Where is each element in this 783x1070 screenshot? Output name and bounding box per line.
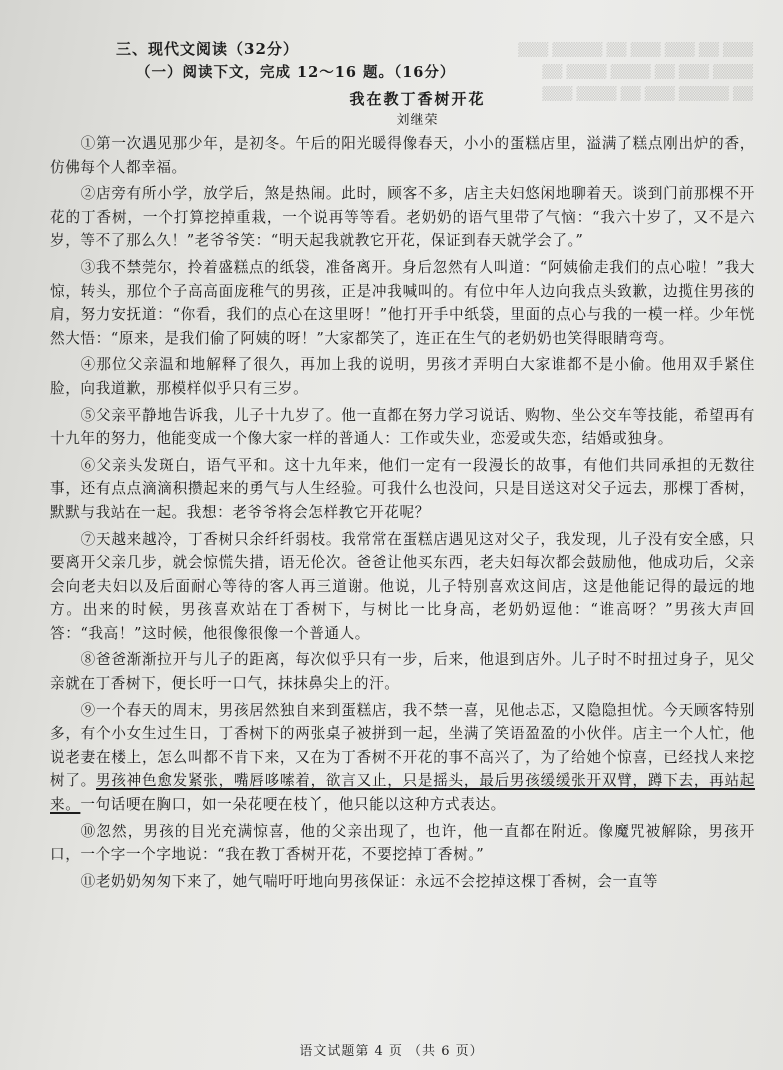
paragraph-9-text: ⑨一个春天的周末，男孩居然独自来到蛋糕店，我不禁一喜，见他忐忑，又隐隐担忧。今天顾客特别多，有个小女生过生日，丁香树下的两张桌子被拼到一起，坐满了笑语盈盈的小伙伴。店主一个人忙，他说老妻在楼上，怎么叫都不肯下来，又在为丁香树不开花的事不高兴了，为了给她个惊喜，已经找人来挖树了。: [50, 701, 755, 790]
author: 刘继荣: [396, 113, 439, 128]
paragraph-11: ⑪老奶奶匆匆下来了，她气喘吁吁地向男孩保证：永远不会挖掉这棵丁香树，会一直等: [80, 872, 659, 890]
section-title: 三、现代文阅读（32分）: [116, 40, 299, 58]
paragraph-2: ②店旁有所小学，放学后，煞是热闹。此时，顾客不多，店主夫妇悠闲地聊着天。谈到门前那棵不开花的丁香树，一个打算挖掉重栽，一个说再等等看。老奶奶的语气里带了气恼：“我六十岁了，又不是六岁，等不了那么久！”老爷爷笑：“明天起我就教它开花，保证到春天就学会了。”: [50, 185, 755, 250]
bleed-through-text: ▒▒▒ ▒▒ ▒▒▒ ▒▒▒ ▒▒ ▒▒▒▒▒ ▒▒▒ ▒▒▒▒ ▒▒▒ ▒▒ ▒▒▒▒ ▒▒▒▒ ▒▒ ▒▒ ▒▒▒▒▒ ▒▒▒ ▒▒ ▒▒▒▒ ▒▒▒: [518, 43, 753, 102]
paragraph-1: ①第一次遇见那少年，是初冬。午后的阳光暖得像春天，小小的蛋糕店里，溢满了糕点刚出炉的香，仿佛每个人都幸福。: [50, 135, 755, 176]
paragraph-9: [50, 699, 755, 817]
paragraph-6: ⑥父亲头发斑白，语气平和。这十九年来，他们一定有一段漫长的故事，有他们共同承担的无数往事，还有点点滴滴积攒起来的勇气与人生经验。可我什么也没问，只是目送这对父子远去，那棵丁香树，默默与我站在一起。我想：老爷爷将会怎样教它开花呢？: [50, 456, 755, 521]
paragraph-4: ④那位父亲温和地解释了很久，再加上我的说明，男孩才弄明白大家谁都不是小偷。他用双手紧住脸，向我道歉，那模样似乎只有三岁。: [50, 356, 755, 397]
underlined-sentence: 男孩神色愈发紧张，嘴唇哆嗦着，欲言又止，只是摇头，最后男孩缓缓张开双臂，蹲下去，再站起来。: [50, 772, 755, 814]
article-title: 我在教丁香树开花: [349, 90, 486, 108]
paragraph-9-tail: 一句话哽在胸口，如一朵花哽在枝丫，他只能以这种方式表达。: [80, 796, 506, 814]
paragraph-8: ⑧爸爸渐渐拉开与儿子的距离，每次似乎只有一步，后来，他退到店外。儿子时不时扭过身子，见父亲就在丁香树下，便长吁一口气，抹抹鼻尖上的汗。: [50, 651, 755, 693]
sub-title: （一）阅读下文，完成 12～16 题。（16分）: [136, 64, 456, 81]
paragraph-3: ③我不禁莞尔，拎着盛糕点的纸袋，准备离开。身后忽然有人叫道：“阿姨偷走我们的点心啦！”我大惊，转头，那位个子高高面庞稚气的男孩，正是冲我喊叫的。有位中年人边向我点头致歉，边揽住男孩的肩，努力安抚道：“你看，我们的点心在这里呀！”他打开手中纸袋，里面的点心与我的一模一样。少年恍然大悟：“原来，是我们偷了阿姨的呀！”大家都笑了，连正在生气的老奶奶也笑得眼睛弯弯。: [50, 258, 755, 347]
paragraph-5: ⑤父亲平静地告诉我，儿子十九岁了。他一直都在努力学习说话、购物、坐公交车等技能，希望再有十九年的努力，他能变成一个像大家一样的普通人：工作或失业，恋爱或失恋，结婚或独身。: [50, 406, 755, 448]
exam-content: [50, 38, 755, 896]
paragraph-7: ⑦天越来越冷，丁香树只余纤纤弱枝。我常常在蛋糕店遇见这对父子，我发现，儿子没有安全感，只要离开父亲几步，就会惊慌失措，语无伦次。爸爸让他买东西，老夫妇每次都会鼓励他，他成功后，父亲会向老夫妇以及后面耐心等待的客人再三道谢。他说，儿子特别喜欢这间店，这是他能记得的最远的地方。出来的时候，男孩喜欢站在丁香树下，与树比一比身高，老奶奶逗他：“谁高呀？”男孩大声回答：“我高！”这时候，他很像很像一个普通人。: [50, 530, 755, 642]
page-footer: 语文试题第 4 页 （共 6 页）: [299, 1044, 484, 1059]
paragraph-10: ⑩忽然，男孩的目光充满惊喜，他的父亲出现了，也许，他一直都在附近。像魔咒被解除，男孩开口，一个字一个字地说：“我在教丁香树开花，不要挖掉丁香树。”: [50, 822, 755, 864]
